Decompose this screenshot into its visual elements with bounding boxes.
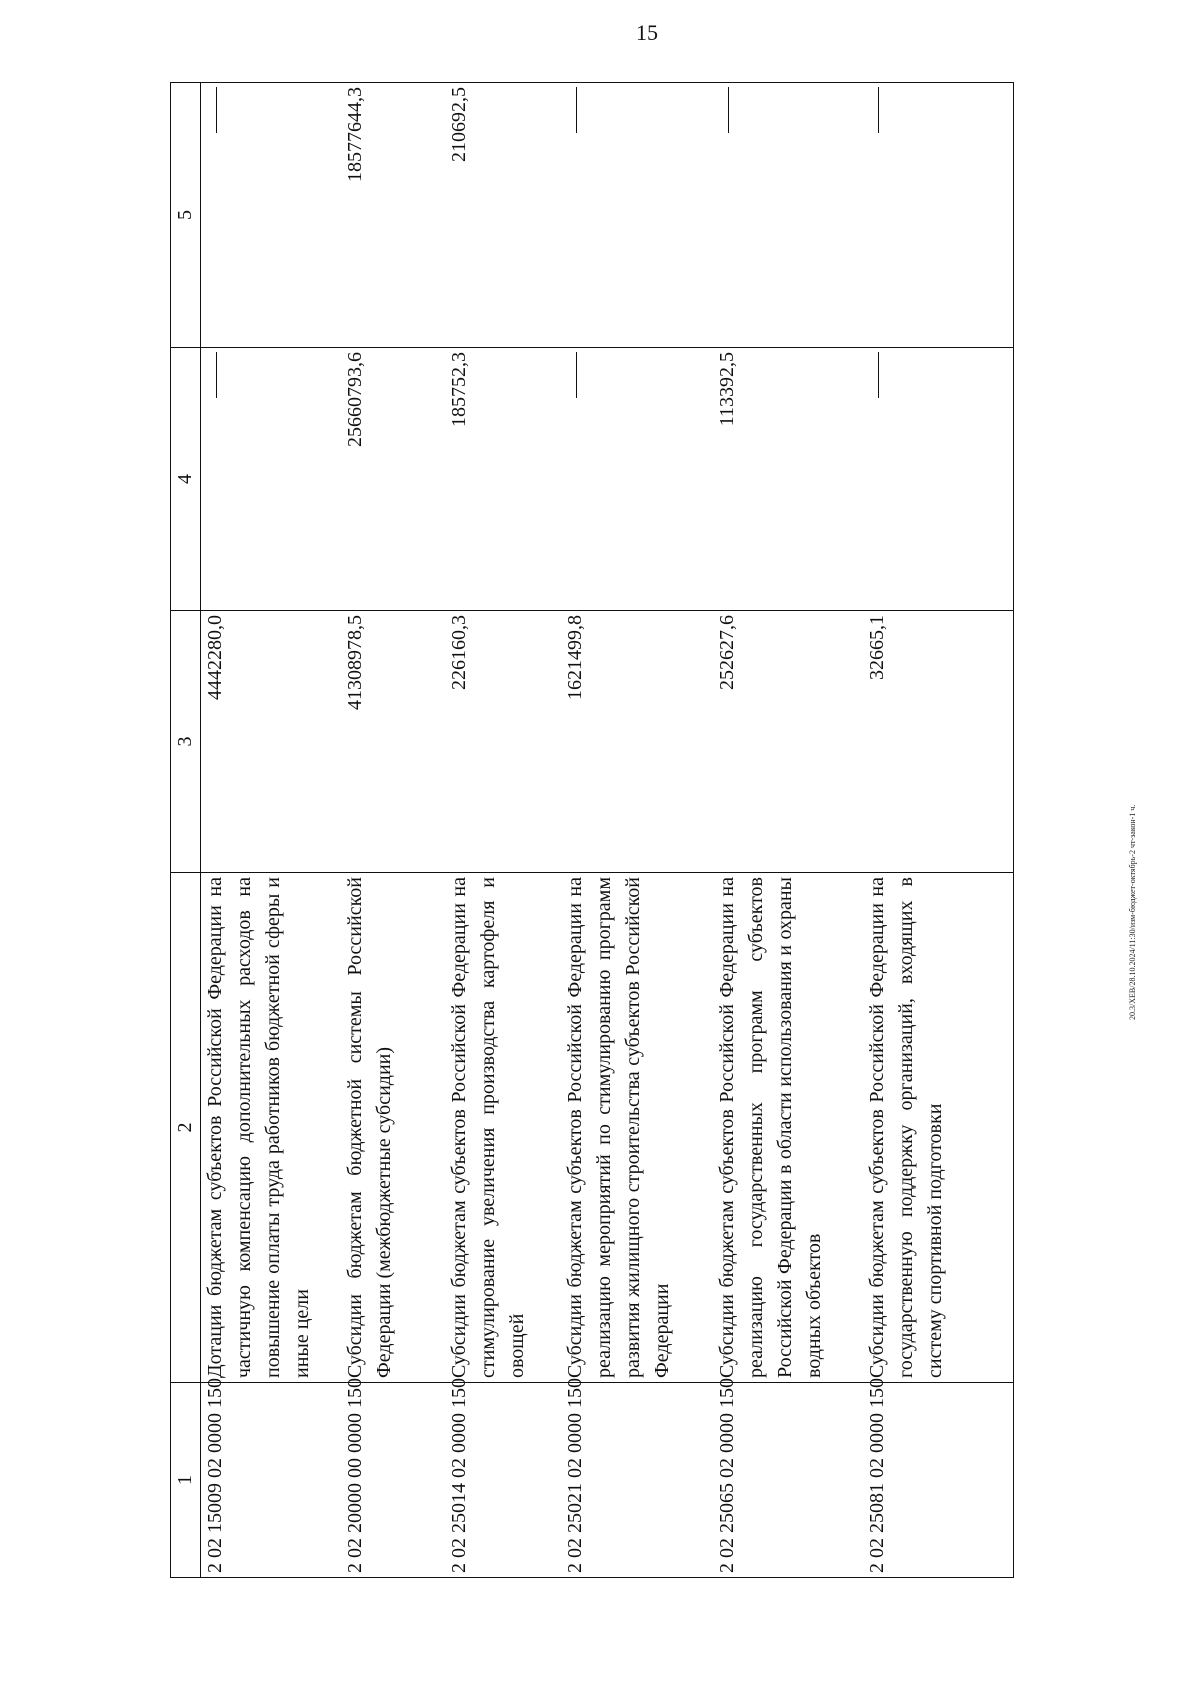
dash-mark: [216, 87, 217, 133]
row-name-text: Дотации бюджетам субъектов Российской Федерации на частичную компенсацию дополнительных расходов на повышение оплаты труда работников бюджетной сферы и иные цели: [204, 877, 313, 1378]
table-row: [863, 83, 1014, 1578]
row-code: 2 02 25021 02 0000 150: [561, 1383, 713, 1578]
table-row: [713, 83, 863, 1578]
row-code: 2 02 25065 02 0000 150: [713, 1383, 863, 1578]
row-value-col3: 1621499,8: [561, 611, 713, 873]
row-name: [561, 873, 713, 1383]
row-value-col3: 32665,1: [863, 611, 1014, 873]
row-value-col4: 113392,5: [713, 348, 863, 611]
row-code: 2 02 20000 00 0000 150: [341, 1383, 445, 1578]
row-name-text: Субсидии бюджетам бюджетной системы Российской Федерации (межбюджетные субсидии): [344, 877, 395, 1378]
row-value-col3: 252627,6: [713, 611, 863, 873]
row-value-col5: 18577644,3: [341, 83, 445, 348]
table-row: [201, 83, 342, 1578]
row-value-col3: 226160,3: [445, 611, 561, 873]
page-number: 15: [636, 20, 658, 45]
row-code: 2 02 15009 02 0000 150: [201, 1383, 342, 1578]
row-value-col4-dash: [201, 348, 342, 611]
dash-mark: [878, 87, 879, 133]
row-code: 2 02 25081 02 0000 150: [863, 1383, 1014, 1578]
row-value-col5-dash: [561, 83, 713, 348]
row-value-col4: 185752,3: [445, 348, 561, 611]
dash-mark: [878, 352, 879, 398]
row-name: [201, 873, 342, 1383]
row-value-col4-dash: [863, 348, 1014, 611]
budget-table: [170, 82, 1014, 1578]
document-footer-code: 20.3/ХЕВ/28.10.2024/11:30/изм-бюджет-октябрь-2 чт-закон-1 ч.: [1128, 804, 1137, 1020]
row-name-text: Субсидии бюджетам субъектов Российской Федерации на реализацию мероприятий по стимулированию программ развития жилищного строительства субъектов Российской Федерации: [564, 877, 673, 1378]
row-name: [863, 873, 1014, 1383]
row-value-col5-dash: [201, 83, 342, 348]
row-name: [713, 873, 863, 1383]
dash-mark: [576, 352, 577, 398]
row-name-text: Субсидии бюджетам субъектов Российской Федерации на реализацию государственных программ субъектов Российской Федерации в области использования и охраны водных объектов: [716, 877, 825, 1378]
table-header-row: [171, 83, 201, 1578]
row-value-col5-dash: [713, 83, 863, 348]
row-value-col4-dash: [561, 348, 713, 611]
row-value-col3: 4442280,0: [201, 611, 342, 873]
row-value-col5: 210692,5: [445, 83, 561, 348]
table-row: [561, 83, 713, 1578]
row-name: [341, 873, 445, 1383]
row-name-text: Субсидии бюджетам субъектов Российской Федерации на государственную поддержку организаций, входящих в систему спортивной подготовки: [866, 877, 946, 1378]
column-header-4: 4: [171, 348, 201, 611]
row-code: 2 02 25014 02 0000 150: [445, 1383, 561, 1578]
table-row: [445, 83, 561, 1578]
dash-mark: [728, 87, 729, 133]
row-value-col3: 41308978,5: [341, 611, 445, 873]
rotated-table-container: [170, 83, 1050, 1578]
row-name: [445, 873, 561, 1383]
dash-mark: [216, 352, 217, 398]
row-name-text: Субсидии бюджетам субъектов Российской Федерации на стимулирование увеличения производства картофеля и овощей: [448, 877, 528, 1378]
table-row: [341, 83, 445, 1578]
column-header-5: 5: [171, 83, 201, 348]
column-header-3: 3: [171, 611, 201, 873]
row-value-col5-dash: [863, 83, 1014, 348]
column-header-1: 1: [171, 1383, 201, 1578]
dash-mark: [576, 87, 577, 133]
column-header-2: 2: [171, 873, 201, 1383]
row-value-col4: 25660793,6: [341, 348, 445, 611]
